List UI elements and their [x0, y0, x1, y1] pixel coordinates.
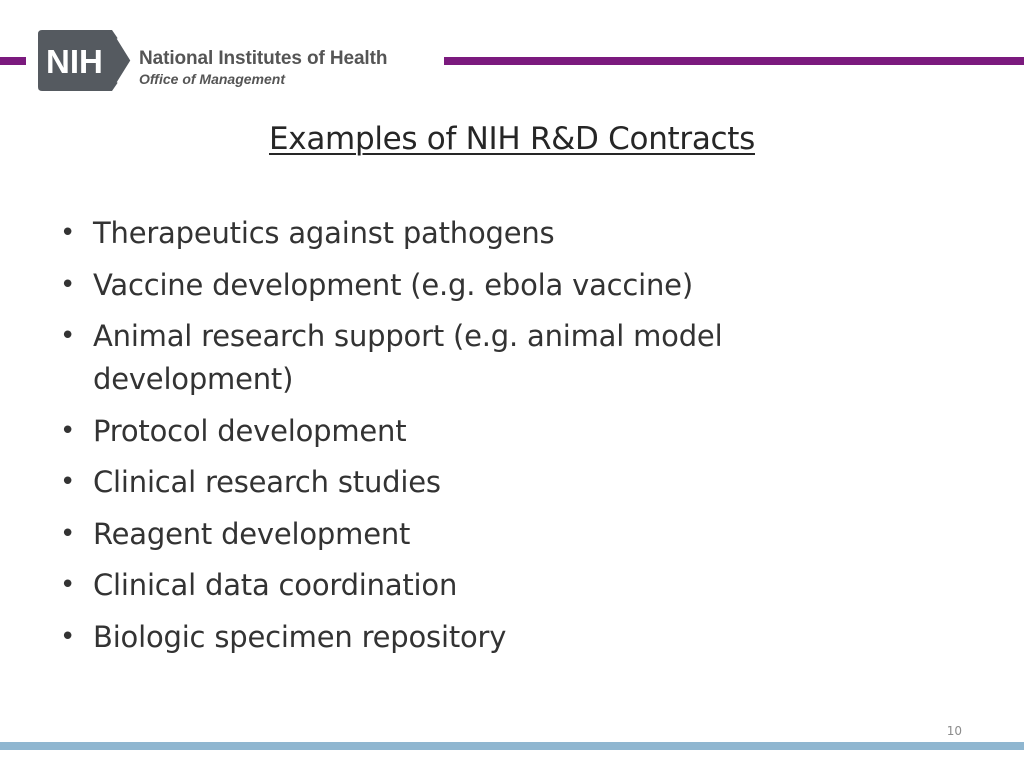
bullet-item [60, 212, 800, 255]
organization-office: Office of Management [139, 71, 285, 87]
bullet-text: Clinical data coordination [93, 568, 458, 602]
bullet-text: Vaccine development (e.g. ebola vaccine) [93, 267, 693, 302]
logo-text: NIH [46, 43, 103, 80]
bullet-item [60, 264, 800, 307]
bullet-text: Biologic specimen repository [93, 619, 507, 654]
bullet-item [60, 564, 800, 607]
bullet-icon: • [60, 518, 76, 549]
footer-bar [0, 742, 1024, 750]
bullet-icon: • [60, 621, 76, 652]
bullet-item [60, 410, 800, 453]
bullet-text: Reagent development [93, 516, 411, 551]
organization-name: National Institutes of Health [139, 48, 388, 69]
bullet-icon: • [60, 218, 76, 248]
nih-logo-icon [38, 30, 133, 91]
bullet-text: Therapeutics against pathogens [93, 216, 555, 250]
bullet-text: Protocol development [93, 413, 407, 448]
bullet-text: Clinical research studies [93, 465, 441, 499]
bullet-item [60, 461, 800, 504]
bullet-text: Animal research support (e.g. animal model development) [93, 319, 723, 396]
bullet-icon: • [60, 467, 76, 497]
header-rule-left [0, 57, 26, 65]
header-rule-right [444, 57, 1024, 65]
bullet-icon: • [60, 415, 76, 446]
organization-block [139, 48, 387, 88]
page-number: 10 [946, 724, 962, 738]
bullet-item [60, 616, 800, 659]
nih-logo [38, 30, 133, 91]
slide-title: Examples of NIH R&D Contracts [269, 121, 755, 157]
bullet-list [60, 212, 800, 667]
bullet-item [60, 513, 800, 556]
bullet-icon: • [60, 570, 76, 600]
bullet-icon: • [60, 269, 76, 300]
bullet-icon: • [60, 321, 76, 351]
bullet-item [60, 315, 800, 401]
